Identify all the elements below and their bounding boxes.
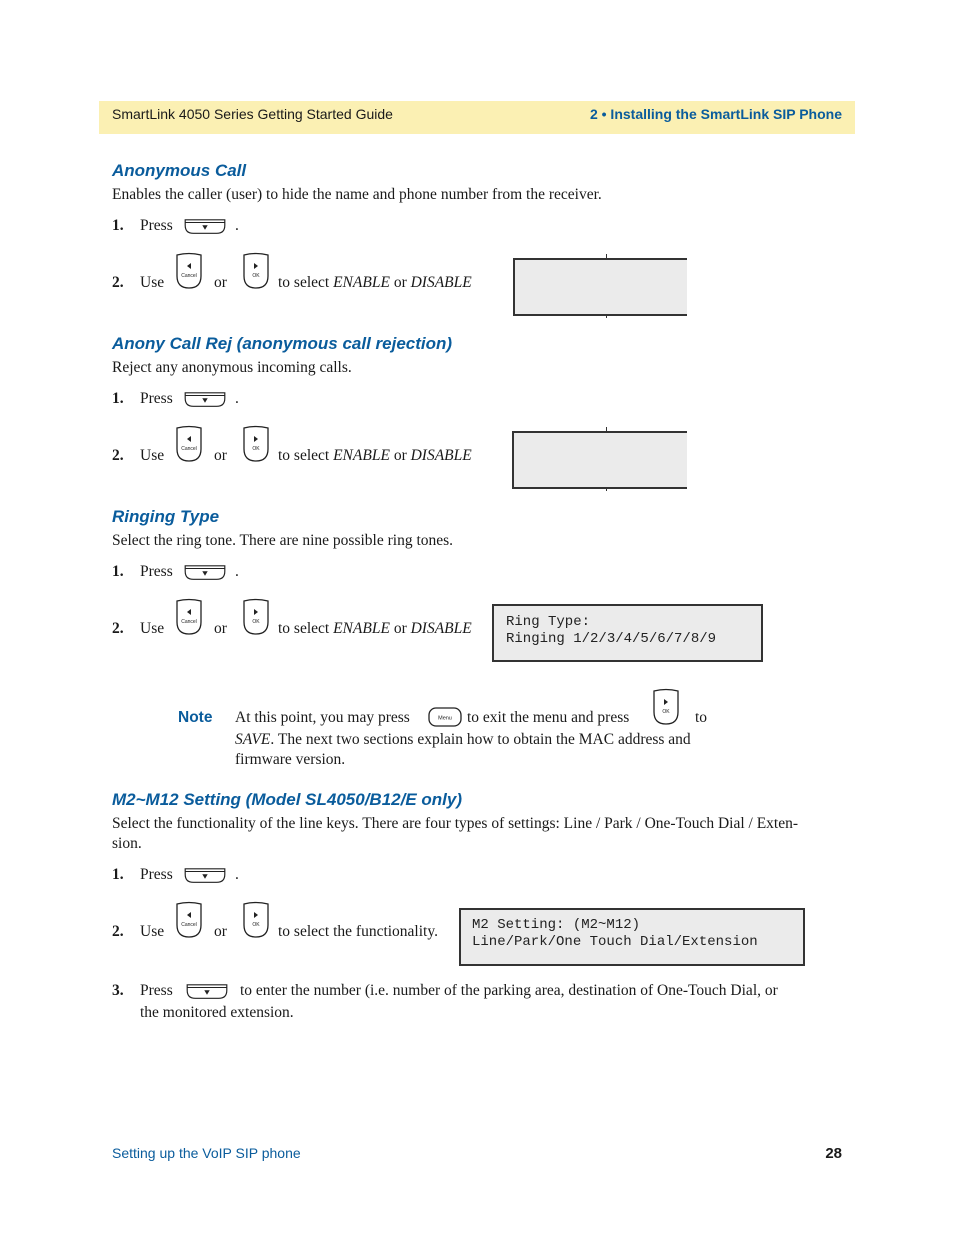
header-guide-title: SmartLink 4050 Series Getting Started Guide <box>112 106 393 122</box>
section-description: Reject any anonymous incoming calls. <box>112 359 352 376</box>
option-disable: DISABLE <box>410 447 472 464</box>
svg-text:OK: OK <box>252 922 260 928</box>
note-text-line2: SAVE. The next two sections explain how to obtain the MAC address and <box>235 731 691 748</box>
option-enable: ENABLE <box>333 447 390 464</box>
lcd-line-2: Line/Park/One Touch Dial/Extension <box>472 934 758 950</box>
cancel-key-icon[interactable] <box>174 252 204 290</box>
ok-key-icon[interactable] <box>241 598 271 636</box>
lcd-tick <box>606 427 607 432</box>
note-text-line3: firmware version. <box>235 751 346 768</box>
or-text: or <box>214 923 227 940</box>
step-number: 1. <box>112 390 124 407</box>
or-text: or <box>214 620 227 637</box>
svg-text:OK: OK <box>252 619 260 625</box>
step-number: 1. <box>112 866 124 883</box>
svg-text:OK: OK <box>662 709 670 715</box>
down-arrow-key-icon[interactable] <box>181 564 229 582</box>
svg-text:Menu: Menu <box>438 715 452 722</box>
step-number: 1. <box>112 217 124 234</box>
section-title-anony-call-rej: Anony Call Rej (anonymous call rejection) <box>112 334 453 353</box>
lcd-tick <box>606 314 607 318</box>
step-text: Press <box>140 866 173 883</box>
lcd-display <box>459 908 805 966</box>
svg-text:OK: OK <box>252 273 260 279</box>
step-suffix: . <box>235 390 239 407</box>
section-description: Enables the caller (user) to hide the name and phone number from the receiver. <box>112 186 602 203</box>
section-description-line1: Select the functionality of the line keys. There are four types of settings: Line / Park / One-Touch Dial / Exten- <box>112 815 799 832</box>
section-description-line2: sion. <box>112 835 142 852</box>
ok-key-icon[interactable] <box>241 425 271 463</box>
svg-text:Cancel: Cancel <box>181 273 197 279</box>
lcd-tick <box>606 487 607 491</box>
down-arrow-key-icon[interactable] <box>183 983 231 1001</box>
step-text: Press <box>140 390 173 407</box>
select-instruction: to select ENABLE or DISABLE <box>278 274 472 291</box>
lcd-display <box>492 604 763 662</box>
step-text: Press <box>140 217 173 234</box>
down-arrow-key-icon[interactable] <box>181 218 229 236</box>
or-text: or <box>214 274 227 291</box>
step-number: 1. <box>112 563 124 580</box>
step-text: Use <box>140 274 165 291</box>
down-arrow-key-icon[interactable] <box>181 391 229 409</box>
select-instruction: to select ENABLE or DISABLE <box>278 447 472 464</box>
section-title-m2-m12-setting: M2~M12 Setting (Model SL4050/B12/E only) <box>112 790 463 809</box>
option-enable: ENABLE <box>333 620 390 637</box>
step-number: 2. <box>112 274 124 291</box>
lcd-display <box>513 258 687 316</box>
lcd-line-2: Ringing 1/2/3/4/5/6/7/8/9 <box>506 631 717 647</box>
step-suffix: . <box>235 563 239 580</box>
step-number: 3. <box>112 982 124 999</box>
step-suffix: . <box>235 866 239 883</box>
step-text: Press <box>140 982 173 999</box>
svg-text:Cancel: Cancel <box>181 446 197 452</box>
cancel-key-icon[interactable] <box>174 425 204 463</box>
select-instruction: to select the functionality. <box>278 923 438 940</box>
cancel-key-icon[interactable] <box>174 901 204 939</box>
step-text: Use <box>140 923 165 940</box>
note-text-part3: to <box>695 709 708 726</box>
svg-text:Cancel: Cancel <box>181 922 197 928</box>
cancel-key-icon[interactable] <box>174 598 204 636</box>
step-number: 2. <box>112 620 124 637</box>
lcd-display <box>512 431 687 489</box>
option-disable: DISABLE <box>410 274 472 291</box>
lcd-tick <box>606 254 607 259</box>
footer-section-title: Setting up the VoIP SIP phone <box>112 1145 301 1161</box>
step-number: 2. <box>112 447 124 464</box>
or-text: or <box>214 447 227 464</box>
step3-text-line1: to enter the number (i.e. number of the parking area, destination of One-Touch Dial, or <box>240 982 778 999</box>
step-text: Press <box>140 563 173 580</box>
option-enable: ENABLE <box>333 274 390 291</box>
save-keyword: SAVE <box>235 731 271 748</box>
down-arrow-key-icon[interactable] <box>181 867 229 885</box>
header-chapter-title: 2 • Installing the SmartLink SIP Phone <box>589 106 842 122</box>
select-instruction: to select ENABLE or DISABLE <box>278 620 472 637</box>
svg-text:OK: OK <box>252 446 260 452</box>
ok-key-icon[interactable] <box>241 901 271 939</box>
svg-text:Cancel: Cancel <box>181 619 197 625</box>
menu-key-icon[interactable] <box>427 706 463 728</box>
note-label: Note <box>178 709 213 726</box>
section-title-anonymous-call: Anonymous Call <box>112 161 247 180</box>
page-number: 28 <box>825 1145 842 1162</box>
lcd-line-1: M2 Setting: (M2~M12) <box>472 917 641 933</box>
step-text: Use <box>140 447 165 464</box>
option-disable: DISABLE <box>410 620 472 637</box>
section-description: Select the ring tone. There are nine possible ring tones. <box>112 532 454 549</box>
note-text-part2: to exit the menu and press <box>467 709 630 726</box>
step3-text-line2: the monitored extension. <box>140 1004 294 1021</box>
ok-key-icon[interactable] <box>241 252 271 290</box>
note-text-part1: At this point, you may press <box>235 709 410 726</box>
ok-key-icon[interactable] <box>651 688 681 726</box>
section-title-ringing-type: Ringing Type <box>112 507 220 526</box>
step-suffix: . <box>235 217 239 234</box>
step-text: Use <box>140 620 165 637</box>
step-number: 2. <box>112 923 124 940</box>
lcd-line-1: Ring Type: <box>506 614 591 630</box>
